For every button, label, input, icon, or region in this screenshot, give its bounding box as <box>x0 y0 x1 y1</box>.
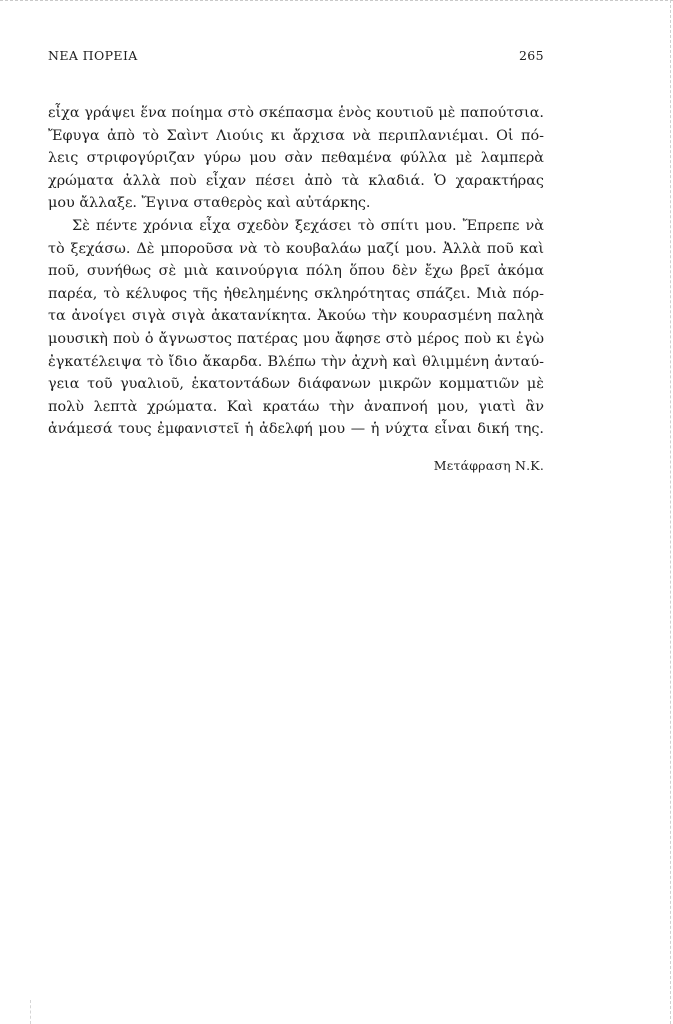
body-text <box>48 102 544 441</box>
text-line: ἐγκατέλειψα τὸ ἴδιο ἄκαρδα. Βλέπω τὴν ἀχνὴ καὶ θλιμμένη ἀνταύ- <box>48 353 544 370</box>
page-edge-right <box>669 0 671 1024</box>
paragraph-2 <box>48 215 544 441</box>
text-line: πολὺ λεπτὰ χρώματα. Καὶ κρατάω τὴν ἀναπνοή μου, γιατὶ ἂν <box>48 398 544 415</box>
text-line: παρέα, τὸ κέλυφος τῆς ἠθελημένης σκληρότητας σπάζει. Μιὰ πόρ- <box>48 285 544 302</box>
text-line: τὸ ξεχάσω. Δὲ μποροῦσα νὰ τὸ κουβαλάω μαζί μου. Ἀλλὰ ποῦ καὶ <box>48 240 544 257</box>
page-number: 265 <box>518 48 544 63</box>
running-head <box>48 48 544 68</box>
text-line: εἶχα γράψει ἕνα ποίημα στὸ σκέπασμα ἑνὸς κουτιοῦ μὲ παπούτσια. <box>48 105 544 121</box>
page-edge-top <box>0 0 673 2</box>
page-edge-left <box>30 1000 32 1024</box>
text-line: Ἔφυγα ἀπὸ τὸ Σαὶντ Λιούις κι ἄρχισα νὰ περιπλανιέμαι. Οἱ πό- <box>48 127 544 144</box>
text-line: μου ἄλλαξε. Ἔγινα σταθερὸς καὶ αὐτάρκης. <box>48 195 371 212</box>
text-line: Σὲ πέντε χρόνια εἶχα σχεδὸν ξεχάσει τὸ σπίτι μου. Ἔπρεπε νὰ <box>72 217 544 234</box>
journal-title: ΝΕΑ ΠΟΡΕΙΑ <box>48 48 138 63</box>
text-line: ποῦ, συνήθως σὲ μιὰ καινούργια πόλη ὅπου δὲν ἔχω βρεῖ ἀκόμα <box>48 263 544 280</box>
text-line: χρώματα ἀλλὰ ποὺ εἶχαν πέσει ἀπὸ τὰ κλαδιά. Ὁ χαρακτήρας <box>48 172 544 189</box>
paragraph-1 <box>48 102 544 215</box>
text-line: τα ἀνοίγει σιγὰ σιγὰ ἀκατανίκητα. Ἀκούω τὴν κουρασμένη παληὰ <box>48 308 544 325</box>
text-line: γεια τοῦ γυαλιοῦ, ἑκατοντάδων διάφανων μικρῶν κομματιῶν μὲ <box>48 376 544 393</box>
text-line: λεις στριφογύριζαν γύρω μου σὰν πεθαμένα φύλλα μὲ λαμπερὰ <box>48 150 544 167</box>
text-line: μουσικὴ ποὺ ὁ ἄγνωστος πατέρας μου ἄφησε στὸ μέρος ποὺ κι ἐγὼ <box>48 330 544 347</box>
translator-credit: Μετάφραση Ν.Κ. <box>433 458 544 473</box>
text-line: ἀνάμεσά τους ἐμφανιστεῖ ἡ ἀδελφή μου — ἡ νύχτα εἶναι δική της. <box>48 421 544 438</box>
